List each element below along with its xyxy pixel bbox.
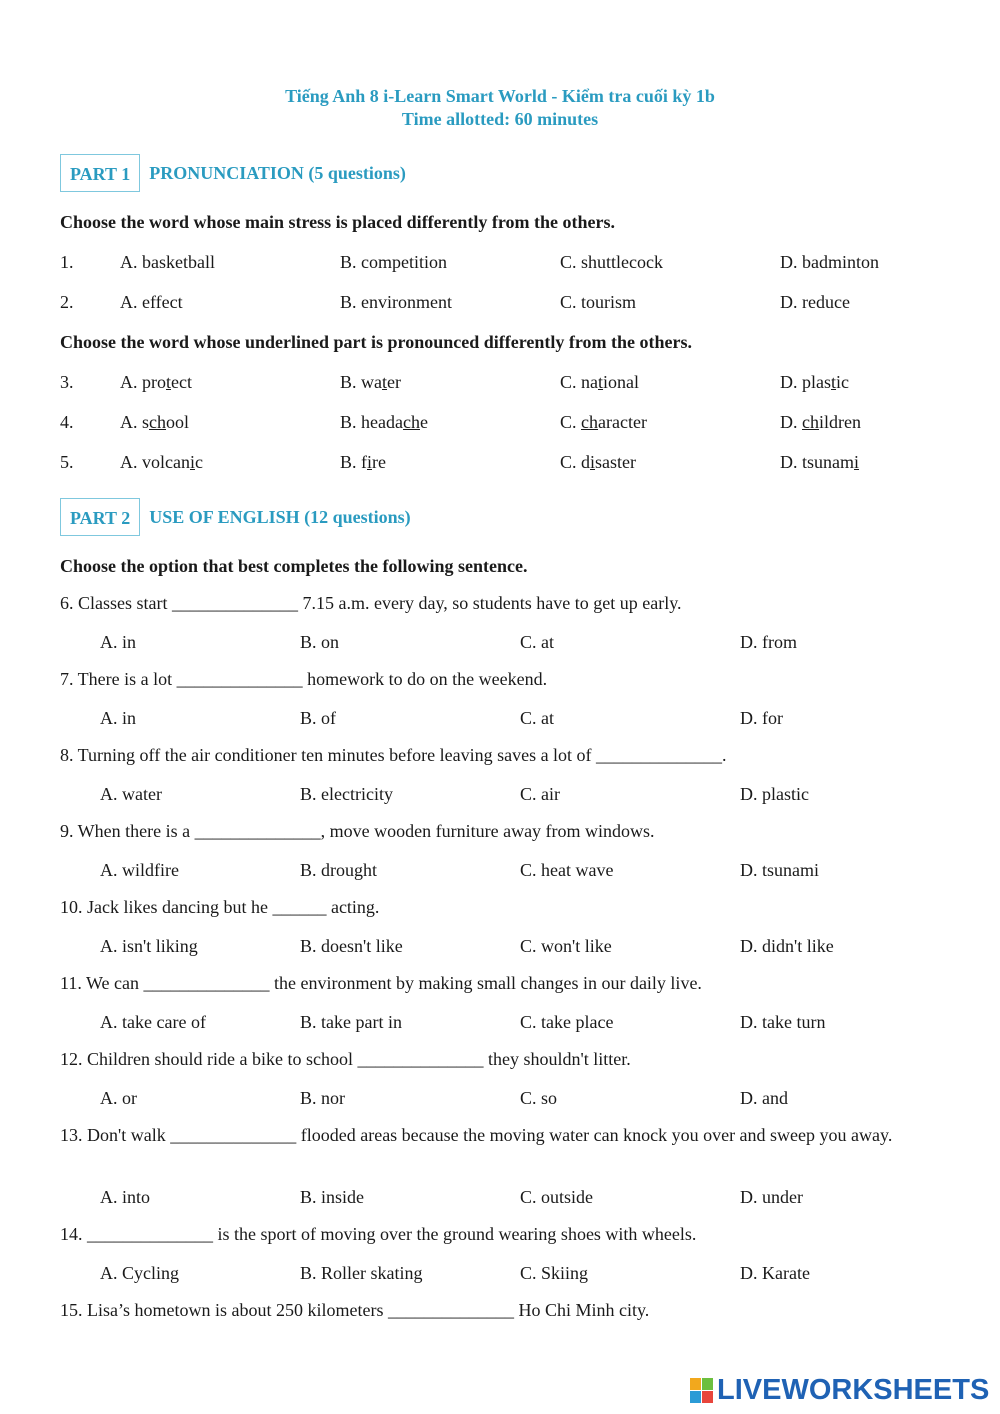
option-d[interactable]: D. plastic — [780, 372, 850, 392]
option-d[interactable]: D. and — [740, 1088, 788, 1108]
option-c[interactable]: C. disaster — [560, 452, 637, 472]
question-4 — [0, 412, 1000, 438]
time-allotted: Time allotted: 60 minutes — [401, 109, 599, 129]
option-d[interactable]: D. for — [740, 708, 783, 728]
part1-instruction-sound: Choose the word whose underlined part is pronounced differently from the others. — [60, 332, 693, 352]
question-14-text: 14. ______________ is the sport of moving over the ground wearing shoes with wheels. — [60, 1224, 697, 1244]
option-d[interactable]: D. under — [740, 1187, 803, 1207]
option-b[interactable]: B. take part in — [300, 1012, 402, 1032]
question-9-options — [0, 860, 1000, 886]
option-b[interactable]: B. inside — [300, 1187, 365, 1207]
logo-square-green — [702, 1378, 713, 1390]
question-8-text: 8. Turning off the air conditioner ten minutes before leaving saves a lot of ______________. — [60, 745, 727, 765]
part2-title: USE OF ENGLISH (12 questions) — [149, 506, 411, 527]
liveworksheets-logo-icon — [690, 1378, 714, 1404]
question-5 — [0, 452, 1000, 478]
option-a[interactable]: A. in — [100, 708, 136, 728]
option-b[interactable]: B. electricity — [300, 784, 393, 804]
option-d[interactable]: D. from — [740, 632, 797, 652]
option-b[interactable]: B. doesn't like — [300, 936, 403, 956]
question-13-text: 13. Don't walk ______________ flooded areas because the moving water can knock you over and sweep you away. — [60, 1125, 893, 1145]
question-number: 3. — [60, 372, 74, 392]
option-d[interactable]: D. badminton — [780, 252, 879, 272]
option-b[interactable]: B. competition — [340, 252, 447, 272]
option-c[interactable]: C. national — [560, 372, 640, 392]
option-a[interactable]: A. wildfire — [100, 860, 179, 880]
question-2 — [0, 292, 1000, 318]
option-a[interactable]: A. effect — [120, 292, 183, 312]
question-6-text: 6. Classes start ______________ 7.15 a.m. every day, so students have to get up early. — [60, 593, 682, 613]
option-c[interactable]: C. at — [520, 708, 554, 728]
question-7-options — [0, 708, 1000, 734]
question-number: 1. — [60, 252, 74, 272]
logo-square-orange — [690, 1378, 701, 1390]
worksheet-title: Tiếng Anh 8 i-Learn Smart World - Kiểm tra cuối kỳ 1b — [285, 86, 715, 106]
option-d[interactable]: D. plastic — [740, 784, 809, 804]
part1-heading — [60, 153, 406, 193]
question-8-options — [0, 784, 1000, 810]
option-c[interactable]: C. outside — [520, 1187, 594, 1207]
logo-square-blue — [690, 1391, 701, 1403]
option-d[interactable]: D. tsunami — [740, 860, 819, 880]
option-a[interactable]: A. Cycling — [100, 1263, 179, 1283]
option-a[interactable]: A. take care of — [100, 1012, 206, 1032]
option-c[interactable]: C. heat wave — [520, 860, 614, 880]
option-a[interactable]: A. protect — [120, 372, 192, 392]
option-d[interactable]: D. didn't like — [740, 936, 834, 956]
question-12-text: 12. Children should ride a bike to school ______________ they shouldn't litter. — [60, 1049, 631, 1069]
option-b[interactable]: B. on — [300, 632, 340, 652]
part1-title: PRONUNCIATION (5 questions) — [149, 162, 406, 183]
option-c[interactable]: C. tourism — [560, 292, 637, 312]
question-12-options — [0, 1088, 1000, 1114]
option-b[interactable]: B. drought — [300, 860, 378, 880]
option-a[interactable]: A. in — [100, 632, 136, 652]
question-3 — [0, 372, 1000, 398]
option-d[interactable]: D. children — [780, 412, 861, 432]
question-13-options — [0, 1187, 1000, 1213]
question-number: 2. — [60, 292, 74, 312]
question-number: 4. — [60, 412, 74, 432]
liveworksheets-logo-text: LIVEWORKSHEETS — [717, 1374, 990, 1406]
option-c[interactable]: C. shuttlecock — [560, 252, 663, 272]
question-11-text: 11. We can ______________ the environment by making small changes in our daily live. — [60, 973, 702, 993]
option-b[interactable]: B. fire — [340, 452, 386, 472]
option-d[interactable]: D. tsunami — [780, 452, 860, 472]
part1-label: PART 1 — [60, 154, 140, 192]
part2-instruction: Choose the option that best completes the following sentence. — [60, 556, 528, 576]
option-b[interactable]: B. nor — [300, 1088, 345, 1108]
question-15-text: 15. Lisa’s hometown is about 250 kilometers ______________ Ho Chi Minh city. — [60, 1300, 650, 1320]
option-b[interactable]: B. Roller skating — [300, 1263, 423, 1283]
option-c[interactable]: C. at — [520, 632, 554, 652]
question-10-options — [0, 936, 1000, 962]
option-b[interactable]: B. headache — [340, 412, 428, 432]
logo-square-red — [702, 1391, 713, 1403]
question-9-text: 9. When there is a ______________, move wooden furniture away from windows. — [60, 821, 655, 841]
question-7-text: 7. There is a lot ______________ homework to do on the weekend. — [60, 669, 548, 689]
option-c[interactable]: C. so — [520, 1088, 558, 1108]
option-a[interactable]: A. volcanic — [120, 452, 203, 472]
option-a[interactable]: A. water — [100, 784, 162, 804]
option-a[interactable]: A. basketball — [120, 252, 215, 272]
option-b[interactable]: B. water — [340, 372, 401, 392]
option-c[interactable]: C. air — [520, 784, 560, 804]
option-d[interactable]: D. take turn — [740, 1012, 826, 1032]
part2-label: PART 2 — [60, 498, 140, 536]
question-number: 5. — [60, 452, 74, 472]
question-14-options — [0, 1263, 1000, 1289]
option-d[interactable]: D. reduce — [780, 292, 850, 312]
question-6-options — [0, 632, 1000, 658]
option-d[interactable]: D. Karate — [740, 1263, 810, 1283]
option-a[interactable]: A. isn't liking — [100, 936, 198, 956]
option-b[interactable]: B. environment — [340, 292, 452, 312]
option-c[interactable]: C. character — [560, 412, 647, 432]
option-a[interactable]: A. or — [100, 1088, 137, 1108]
option-a[interactable]: A. school — [120, 412, 190, 432]
option-b[interactable]: B. of — [300, 708, 336, 728]
option-c[interactable]: C. take place — [520, 1012, 614, 1032]
option-c[interactable]: C. Skiing — [520, 1263, 589, 1283]
part1-instruction-stress: Choose the word whose main stress is placed differently from the others. — [60, 212, 615, 232]
part2-heading — [60, 497, 411, 537]
option-a[interactable]: A. into — [100, 1187, 151, 1207]
option-c[interactable]: C. won't like — [520, 936, 612, 956]
question-11-options — [0, 1012, 1000, 1038]
liveworksheets-logo[interactable] — [690, 1374, 989, 1407]
question-10-text: 10. Jack likes dancing but he ______ acting. — [60, 897, 380, 917]
question-1 — [0, 252, 1000, 278]
